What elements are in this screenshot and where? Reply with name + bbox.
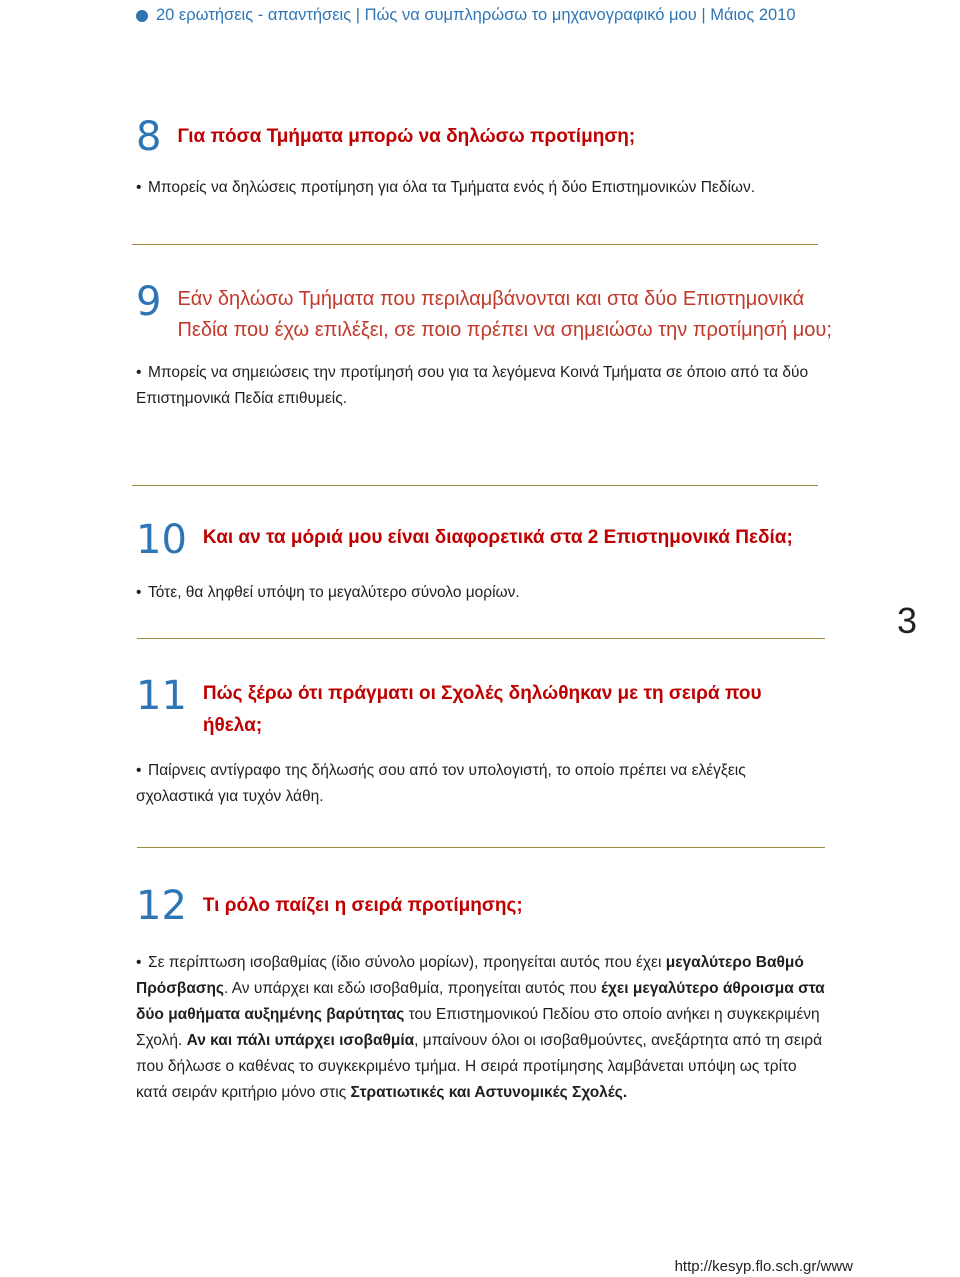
separator-line <box>132 244 818 245</box>
answer-bold-text: έχει μεγαλύτερο άθροισμα στα δύο μαθήματα αυξημένης βαρύτητας <box>136 980 825 1023</box>
answer: • Σε περίπτωση ισοβαθμίας (ίδιο σύνολο μορίων), προηγείται αυτός που έχει μεγαλύτερο Βαθμό Πρόσβασης. Αν υπάρχει και εδώ ισοβαθμία, προηγείται αυτός που έχει μεγαλύτερο άθροισμα στα δύο μαθήματα αυξημένης βαρύτητας του Επιστημονικού Πεδίου στο οποίο ανήκει η συγκεκριμένη Σχολή. Αν και πάλι υπάρχει ισοβαθμία, μπαίνουν όλοι οι ισοβαθμούντες, ανεξάρτητα από τη σειρά που δήλωσε ο καθένας το συγκεκριμένο τμήμα. Η σειρά προτίμησης λαμβάνεται υπόψη ως τρίτο κατά σειράν κριτήριο μόνο στις Στρατιωτικές και Αστυνομικές Σχολές. <box>136 954 825 1101</box>
answer: • Μπορείς να σημειώσεις την προτίμησή σου για τα λεγόμενα Κοινά Τμήματα σε όποιο από τα δύο Επιστημονικά Πεδία επιθυμείς. <box>136 364 809 407</box>
question-10 <box>136 516 866 606</box>
question-number: 12 <box>136 883 187 929</box>
question-number: 11 <box>136 673 187 719</box>
answer-bold-text: μεγαλύτερο Βαθμό Πρόσβασης <box>136 954 804 997</box>
question-title: Για πόσα Τμήματα μπορώ να δηλώσω προτίμηση; <box>177 126 636 147</box>
question-9 <box>136 278 856 412</box>
answer-bold-text: Αν και πάλι υπάρχει ισοβαθμία <box>186 1032 415 1049</box>
page-number: 3 <box>897 600 918 641</box>
answer-text: του Επιστημονικού Πεδίου στο οποίο ανήκει η συγκεκριμένη Σχολή. <box>136 1006 820 1049</box>
answer: • Τότε, θα ληφθεί υπόψη το μεγαλύτερο σύνολο μορίων. <box>136 584 520 601</box>
question-8 <box>136 113 836 201</box>
answer: • Μπορείς να δηλώσεις προτίμηση για όλα τα Τμήματα ενός ή δύο Επιστημονικών Πεδίων. <box>136 179 756 196</box>
answer-text: . Αν υπάρχει και εδώ ισοβαθμία, προηγείται αυτός που <box>223 980 601 997</box>
page-header <box>0 0 960 30</box>
question-title: Εάν δηλώσω Τμήματα που περιλαμβάνονται και στα δύο Επιστημονικά Πεδία που έχω επιλέξει, σε ποιο πρέπει να σημειώσω την προτίμησή μου; <box>177 288 832 341</box>
question-title: Και αν τα μόριά μου είναι διαφορετικά στα 2 Επιστημονικά Πεδία; <box>202 527 793 548</box>
answer-text: Τότε, θα ληφθεί υπόψη το μεγαλύτερο σύνολο μορίων. <box>148 584 520 601</box>
answer-text: , μπαίνουν όλοι οι ισοβαθμούντες, ανεξάρτητα από τη σειρά που δήλωσε ο καθένας το συγκεκριμένο τμήμα. Η σειρά προτίμησης λαμβάνεται υπόψη ως τρίτο κατά σειράν κριτήριο μόνο στις <box>136 1032 823 1101</box>
answer: • Παίρνεις αντίγραφο της δήλωσής σου από τον υπολογιστή, το οποίο πρέπει να ελέγξεις σχολαστικά για τυχόν λάθη. <box>136 762 746 805</box>
answer-text: Σε περίπτωση ισοβαθμίας (ίδιο σύνολο μορίων), προηγείται αυτός που έχει <box>148 954 666 971</box>
answer-bold-text: Στρατιωτικές και Αστυνομικές Σχολές. <box>350 1084 628 1101</box>
answer-text: Μπορείς να δηλώσεις προτίμηση για όλα τα Τμήματα ενός ή δύο Επιστημονικών Πεδίων. <box>148 179 756 196</box>
answer-text: Μπορείς να σημειώσεις την προτίμησή σου για τα λεγόμενα Κοινά Τμήματα σε όποιο από τα δύο Επιστημονικά Πεδία επιθυμείς. <box>136 364 809 407</box>
separator-line <box>137 638 825 639</box>
separator-line <box>137 847 825 848</box>
question-title: Πώς ξέρω ότι πράγματι οι Σχολές δηλώθηκαν με τη σειρά που ήθελα; <box>202 683 762 736</box>
header-bullet-icon <box>136 10 148 22</box>
footer-url[interactable]: http://kesyp.flo.sch.gr/www <box>674 1258 853 1275</box>
question-number: 8 <box>136 114 162 160</box>
question-number: 9 <box>136 279 162 325</box>
question-11 <box>136 672 826 810</box>
question-12 <box>136 882 826 1106</box>
question-title: Τι ρόλο παίζει η σειρά προτίμησης; <box>202 895 523 916</box>
header-text: 20 ερωτήσεις - απαντήσεις | Πώς να συμπληρώσω το μηχανογραφικό μου | Μάιος 2010 <box>156 5 796 24</box>
answer-text: Παίρνεις αντίγραφο της δήλωσής σου από τον υπολογιστή, το οποίο πρέπει να ελέγξεις σχολαστικά για τυχόν λάθη. <box>136 762 746 805</box>
separator-line <box>132 485 818 486</box>
question-number: 10 <box>136 517 187 563</box>
